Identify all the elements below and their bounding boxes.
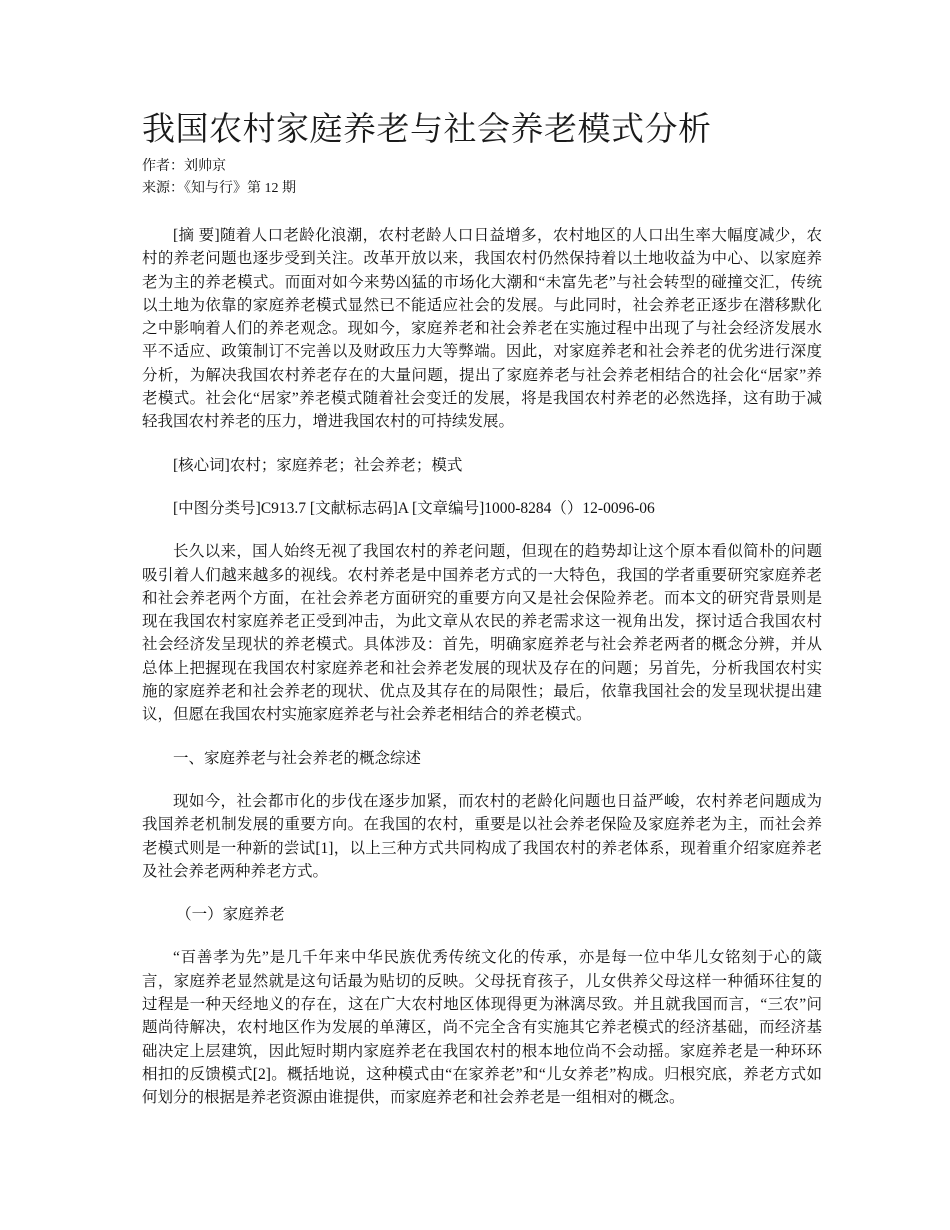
- intro-paragraph: 长久以来，国人始终无视了我国农村的养老问题，但现在的趋势却让这个原本看似简朴的问题吸引着人们越来越多的视线。农村养老是中国养老方式的一大特色，我国的学者重要研究家庭养老和社会养老两个方面，在社会养老方面研究的重要方向又是社会保险养老。而本文的研究背景则是现在我国农村家庭养老正受到冲击，为此文章从农民的养老需求这一视角出发，探讨适合我国农村社会经济发呈现状的养老模式。具体涉及：首先，明确家庭养老与社会养老两者的概念分辨，并从总体上把握现在我国农村家庭养老和社会养老发展的现状及存在的问题；另首先，分析我国农村实施的家庭养老和社会养老的现状、优点及其存在的局限性；最后，依靠我国社会的发呈现状提出建议，但愿在我国农村实施家庭养老与社会养老相结合的养老模式。: [142, 543, 822, 724]
- subsection-heading: （一）家庭养老: [176, 906, 285, 924]
- spacer: [142, 434, 822, 454]
- spacer: [142, 926, 822, 946]
- author-line: 作者：刘帅京: [142, 159, 226, 174]
- keywords-line: [核心词]农村；家庭养老；社会养老；模式: [173, 456, 463, 474]
- spacer: [142, 520, 822, 540]
- section-paragraph: 现如今，社会都市化的步伐在逐步加紧，而农村的老龄化问题也日益严峻，农村养老问题成为我国养老机制发展的重要方向。在我国的农村，重要是以社会养老保险及家庭养老为主，而社会养老模式则是一种新的尝试[1]，以上三种方式共同构成了我国农村的养老体系，现着重介绍家庭养老及社会养老两种养老方式。: [142, 792, 822, 880]
- source-line: 来源：《知与行》第 12 期: [142, 181, 296, 196]
- section-heading: 一、家庭养老与社会养老的概念综述: [173, 749, 422, 767]
- document-title: 我国农村家庭养老与社会养老模式分析: [142, 112, 712, 148]
- spacer: [142, 727, 822, 747]
- document-page: [142, 108, 822, 1110]
- spacer: [142, 200, 822, 224]
- spacer: [142, 477, 822, 497]
- spacer: [142, 770, 822, 790]
- spacer: [142, 883, 822, 903]
- classification-line: [中图分类号]C913.7 [文献标志码]A [文章编号]1000-8284（）12-0096-06: [173, 499, 655, 517]
- abstract-paragraph: [摘 要]随着人口老龄化浪潮，农村老龄人口日益增多，农村地区的人口出生率大幅度减少，农村的养老问题也逐步受到关注。改革开放以来，我国农村仍然保持着以土地收益为中心、以家庭养老为主的养老模式。而面对如今来势凶猛的市场化大潮和“未富先老”与社会转型的碰撞交汇，传统以土地为依靠的家庭养老模式显然已不能适应社会的发展。与此同时，社会养老正逐步在潜移默化之中影响着人们的养老观念。现如今，家庭养老和社会养老在实施过程中出现了与社会经济发展水平不适应、政策制订不完善以及财政压力大等弊端。因此，对家庭养老和社会养老的优劣进行深度分析，为解决我国农村养老存在的大量问题，提出了家庭养老与社会养老相结合的社会化“居家”养老模式。社会化“居家”养老模式随着社会变迁的发展，将是我国农村养老的必然选择，这有助于减轻我国农村养老的压力，增进我国农村的可持续发展。: [142, 227, 822, 431]
- subsection-paragraph: “百善孝为先”是几千年来中华民族优秀传统文化的传承，亦是每一位中华儿女铭刻于心的箴言，家庭养老显然就是这句话最为贴切的反映。父母抚育孩子，儿女供养父母这样一种循环往复的过程是一种天经地义的存在，这在广大农村地区体现得更为淋漓尽致。并且就我国而言，“三农”问题尚待解决，农村地区作为发展的单薄区，尚不完全含有实施其它养老模式的经济基础，而经济基础决定上层建筑，因此短时期内家庭养老在我国农村的根本地位尚不会动摇。家庭养老是一种环环相扣的反馈模式[2]。概括地说，这种模式由“在家养老”和“儿女养老”构成。归根究底，养老方式如何划分的根据是养老资源由谁提供，而家庭养老和社会养老是一组相对的概念。: [142, 949, 822, 1107]
